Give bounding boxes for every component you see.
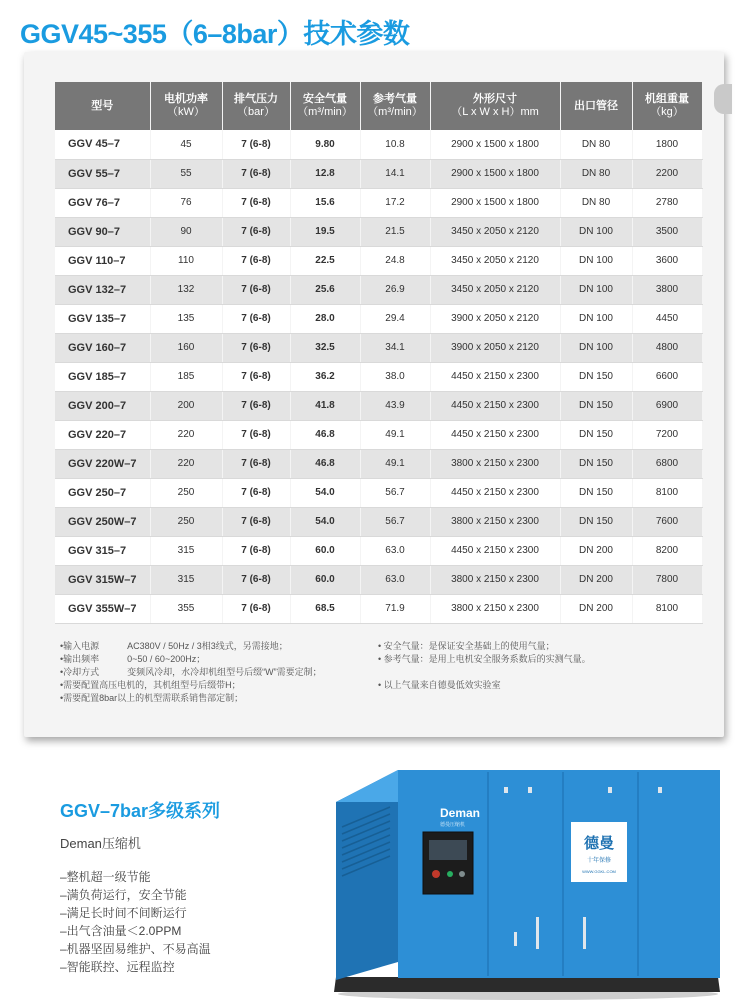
table-row (55, 159, 702, 188)
machine-brand: Deman (440, 806, 481, 820)
table-cell: DN 100 (560, 275, 632, 304)
table-cell: 4800 (632, 333, 702, 362)
table-cell: 3900 x 2050 x 2120 (430, 304, 560, 333)
column-header-unit: （L x W x H）mm (451, 106, 539, 118)
column-header-label: 排气压力 (234, 93, 278, 105)
table-cell: 220 (150, 449, 222, 478)
feature-item: –满负荷运行，安全节能 (60, 888, 187, 902)
column-header (150, 82, 222, 130)
machine-base (334, 977, 720, 992)
feature-list (60, 868, 211, 976)
table-cell: GGV 135–7 (55, 304, 150, 333)
table-cell: 355 (150, 594, 222, 623)
note-item: • 参考气量：是用上电机安全服务系数后的实测气量。 (378, 653, 591, 666)
control-screen (429, 840, 467, 860)
page-title: GGV45~355（6–8bar）技术参数 (20, 19, 410, 49)
table-cell: 12.8 (290, 159, 360, 188)
table-cell: 3450 x 2050 x 2120 (430, 246, 560, 275)
door-latch (528, 787, 532, 793)
table-cell: 45 (150, 130, 222, 159)
table-row (55, 536, 702, 565)
table-cell: 7 (6-8) (222, 391, 290, 420)
feature-item: –满足长时间不间断运行 (60, 906, 187, 920)
door-handle (514, 932, 517, 946)
table-cell: 7600 (632, 507, 702, 536)
table-cell: 3600 (632, 246, 702, 275)
table-cell: GGV 160–7 (55, 333, 150, 362)
start-button-icon (447, 871, 453, 877)
table-cell: DN 100 (560, 333, 632, 362)
table-row (55, 130, 702, 159)
table-row (55, 420, 702, 449)
note-value: AC380V / 50Hz / 3相3线式，另需接地； (127, 641, 288, 651)
table-cell: 3500 (632, 217, 702, 246)
table-cell: 9.80 (290, 130, 360, 159)
table-cell: 14.1 (360, 159, 430, 188)
table-cell: 90 (150, 217, 222, 246)
table-row (55, 478, 702, 507)
column-header-label: 外形尺寸 (473, 93, 517, 105)
table-cell: 19.5 (290, 217, 360, 246)
column-header-unit: （kW） (167, 106, 205, 118)
table-cell: GGV 132–7 (55, 275, 150, 304)
table-cell: 17.2 (360, 188, 430, 217)
feature-item: –整机超一级节能 (60, 870, 151, 884)
table-row (55, 275, 702, 304)
table-cell: 7 (6-8) (222, 507, 290, 536)
table-header-row (55, 82, 702, 130)
door-latch (608, 787, 612, 793)
table-cell: GGV 315W–7 (55, 565, 150, 594)
table-cell: DN 150 (560, 420, 632, 449)
table-row (55, 449, 702, 478)
machine-brand-sub: 德曼压缩机 (440, 822, 466, 828)
table-cell: 6800 (632, 449, 702, 478)
table-cell: 135 (150, 304, 222, 333)
table-cell: GGV 110–7 (55, 246, 150, 275)
door-latch (504, 787, 508, 793)
series-title: GGV–7bar多级系列 (60, 801, 221, 821)
column-header-label: 型号 (91, 99, 114, 112)
table-row (55, 565, 702, 594)
table-cell: 7 (6-8) (222, 217, 290, 246)
notes-left (60, 640, 322, 705)
table-cell: 2900 x 1500 x 1800 (430, 130, 560, 159)
table-cell: 15.6 (290, 188, 360, 217)
note-key: • 输入电源 (63, 641, 100, 651)
table-cell: 2200 (632, 159, 702, 188)
table-cell: GGV 45–7 (55, 130, 150, 159)
table-cell: 7 (6-8) (222, 536, 290, 565)
table-cell: GGV 220W–7 (55, 449, 150, 478)
table-cell: 7 (6-8) (222, 246, 290, 275)
table-cell: 56.7 (360, 507, 430, 536)
table-cell: 3800 x 2150 x 2300 (430, 507, 560, 536)
column-header (632, 82, 702, 130)
note-item (60, 666, 322, 679)
table-row (55, 594, 702, 623)
table-cell: 28.0 (290, 304, 360, 333)
table-cell: 34.1 (360, 333, 430, 362)
note-key: • 需要配置高压电机的，其机组型号后缀带H； (63, 680, 241, 690)
table-cell: GGV 315–7 (55, 536, 150, 565)
table-cell: 7 (6-8) (222, 275, 290, 304)
table-cell: 22.5 (290, 246, 360, 275)
table-cell: GGV 355W–7 (55, 594, 150, 623)
table-cell: 7 (6-8) (222, 188, 290, 217)
table-cell: 315 (150, 536, 222, 565)
table-cell: 29.4 (360, 304, 430, 333)
table-cell: 7 (6-8) (222, 159, 290, 188)
table-cell: DN 80 (560, 159, 632, 188)
table-cell: GGV 55–7 (55, 159, 150, 188)
note-key: • 需要配置8bar以上的机型需联系销售部定制； (63, 693, 244, 703)
table-cell: 10.8 (360, 130, 430, 159)
table-cell: DN 80 (560, 130, 632, 159)
table-cell: 4450 x 2150 x 2300 (430, 391, 560, 420)
table-cell: GGV 250W–7 (55, 507, 150, 536)
note-item (60, 692, 322, 705)
table-cell: 54.0 (290, 478, 360, 507)
table-row (55, 304, 702, 333)
column-header-label: 出口管径 (574, 99, 618, 112)
column-header-label: 电机功率 (164, 93, 208, 105)
table-cell: 46.8 (290, 449, 360, 478)
table-cell: 63.0 (360, 536, 430, 565)
table-cell: 7 (6-8) (222, 362, 290, 391)
note-value: 变频风冷却，水冷却机组型号后缀“W”需要定制； (127, 667, 322, 677)
table-cell: 68.5 (290, 594, 360, 623)
note-item (60, 640, 322, 653)
table-cell: 4450 x 2150 x 2300 (430, 478, 560, 507)
table-cell: 7800 (632, 565, 702, 594)
table-cell: 24.8 (360, 246, 430, 275)
logo-tagline: 十年保修 (586, 857, 612, 864)
table-cell: 7 (6-8) (222, 333, 290, 362)
table-cell: 3800 x 2150 x 2300 (430, 594, 560, 623)
table-cell: 110 (150, 246, 222, 275)
door-handle (583, 917, 586, 949)
table-cell: GGV 200–7 (55, 391, 150, 420)
column-header-label: 机组重量 (645, 93, 689, 105)
column-header (290, 82, 360, 130)
table-cell: DN 100 (560, 217, 632, 246)
table-cell: 49.1 (360, 420, 430, 449)
column-header-label: 参考气量 (373, 93, 417, 105)
table-cell: 63.0 (360, 565, 430, 594)
logo-text: 德曼 (583, 834, 615, 852)
column-header-unit: （m³/min） (367, 106, 423, 118)
column-header (222, 82, 290, 130)
table-row (55, 507, 702, 536)
table-cell: 8100 (632, 478, 702, 507)
notes-right (378, 640, 591, 692)
table-cell: 7 (6-8) (222, 478, 290, 507)
feature-item: –智能联控、远程监控 (60, 960, 175, 974)
table-cell: DN 150 (560, 449, 632, 478)
table-cell: 55 (150, 159, 222, 188)
table-cell: 7 (6-8) (222, 449, 290, 478)
table-cell: 8200 (632, 536, 702, 565)
table-cell: DN 150 (560, 478, 632, 507)
table-row (55, 333, 702, 362)
table-row (55, 391, 702, 420)
note-item: • 以上气量来自德曼低效实验室 (378, 679, 591, 692)
card-tab (714, 84, 732, 114)
column-header-unit: （kg） (650, 106, 684, 118)
table-cell: DN 200 (560, 565, 632, 594)
table-cell: 4450 x 2150 x 2300 (430, 420, 560, 449)
column-header-label: 安全气量 (303, 93, 347, 105)
table-cell: 4450 x 2150 x 2300 (430, 362, 560, 391)
table-row (55, 217, 702, 246)
spec-card (24, 52, 724, 737)
table-cell: 46.8 (290, 420, 360, 449)
table-cell: 7 (6-8) (222, 420, 290, 449)
table-cell: 7 (6-8) (222, 130, 290, 159)
table-cell: 7200 (632, 420, 702, 449)
emergency-stop-icon (432, 870, 440, 878)
table-cell: GGV 185–7 (55, 362, 150, 391)
table-cell: 3800 x 2150 x 2300 (430, 449, 560, 478)
note-value: 0~50 / 60~200Hz； (127, 654, 206, 664)
column-header (560, 82, 632, 130)
table-cell: 32.5 (290, 333, 360, 362)
table-body (55, 130, 702, 623)
column-header-unit: （m³/min） (297, 106, 353, 118)
compressor-illustration (328, 752, 728, 1002)
table-cell: DN 200 (560, 594, 632, 623)
note-item (60, 679, 322, 692)
table-cell: 3900 x 2050 x 2120 (430, 333, 560, 362)
table-cell: 56.7 (360, 478, 430, 507)
note-item: • 安全气量：是保证安全基础上的使用气量； (378, 640, 591, 653)
feature-item: –出气含油量＜2.0PPM (60, 924, 182, 938)
table-cell: 49.1 (360, 449, 430, 478)
table-cell: 185 (150, 362, 222, 391)
table-cell: 41.8 (290, 391, 360, 420)
table-cell: DN 100 (560, 304, 632, 333)
door-handle (536, 917, 539, 949)
column-header (360, 82, 430, 130)
table-cell: GGV 90–7 (55, 217, 150, 246)
table-cell: 250 (150, 478, 222, 507)
table-cell: 250 (150, 507, 222, 536)
note-item (378, 666, 591, 679)
table-cell: 3800 x 2150 x 2300 (430, 565, 560, 594)
table-cell: 60.0 (290, 565, 360, 594)
table-cell: 8100 (632, 594, 702, 623)
table-cell: 38.0 (360, 362, 430, 391)
table-cell: 36.2 (290, 362, 360, 391)
table-cell: 25.6 (290, 275, 360, 304)
table-cell: 2900 x 1500 x 1800 (430, 159, 560, 188)
table-cell: 1800 (632, 130, 702, 159)
table-cell: GGV 250–7 (55, 478, 150, 507)
note-key: • 冷却方式 (63, 667, 100, 677)
table-cell: 3800 (632, 275, 702, 304)
column-header-unit: （bar） (237, 106, 275, 118)
table-cell: 2900 x 1500 x 1800 (430, 188, 560, 217)
table-cell: 4450 (632, 304, 702, 333)
table-cell: DN 150 (560, 362, 632, 391)
table-cell: 76 (150, 188, 222, 217)
table-cell: 6600 (632, 362, 702, 391)
note-key: • 输出频率 (63, 654, 100, 664)
table-cell: 6900 (632, 391, 702, 420)
table-cell: 315 (150, 565, 222, 594)
stop-button-icon (459, 871, 465, 877)
table-cell: 7 (6-8) (222, 594, 290, 623)
note-item (60, 653, 322, 666)
table-cell: 7 (6-8) (222, 304, 290, 333)
table-cell: 3450 x 2050 x 2120 (430, 217, 560, 246)
table-row (55, 362, 702, 391)
column-header (55, 82, 150, 130)
table-cell: 26.9 (360, 275, 430, 304)
table-cell: GGV 76–7 (55, 188, 150, 217)
table-cell: 60.0 (290, 536, 360, 565)
table-cell: GGV 220–7 (55, 420, 150, 449)
table-cell: DN 80 (560, 188, 632, 217)
table-cell: 7 (6-8) (222, 565, 290, 594)
door-latch (658, 787, 662, 793)
feature-item: –机器坚固易维护、不易高温 (60, 942, 211, 956)
table-cell: 2780 (632, 188, 702, 217)
table-cell: DN 150 (560, 507, 632, 536)
table-cell: DN 150 (560, 391, 632, 420)
table-cell: 200 (150, 391, 222, 420)
table-cell: 21.5 (360, 217, 430, 246)
table-cell: 160 (150, 333, 222, 362)
table-cell: 220 (150, 420, 222, 449)
table-cell: 71.9 (360, 594, 430, 623)
table-cell: DN 200 (560, 536, 632, 565)
spec-table (55, 82, 703, 624)
table-cell: 132 (150, 275, 222, 304)
table-cell: 3450 x 2050 x 2120 (430, 275, 560, 304)
table-row (55, 188, 702, 217)
table-row (55, 246, 702, 275)
table-cell: 4450 x 2150 x 2300 (430, 536, 560, 565)
table-cell: 54.0 (290, 507, 360, 536)
table-cell: DN 100 (560, 246, 632, 275)
table-cell: 43.9 (360, 391, 430, 420)
column-header (430, 82, 560, 130)
logo-small: WWW.GGKL.COM (582, 869, 616, 874)
series-subtitle: Deman压缩机 (60, 836, 141, 851)
